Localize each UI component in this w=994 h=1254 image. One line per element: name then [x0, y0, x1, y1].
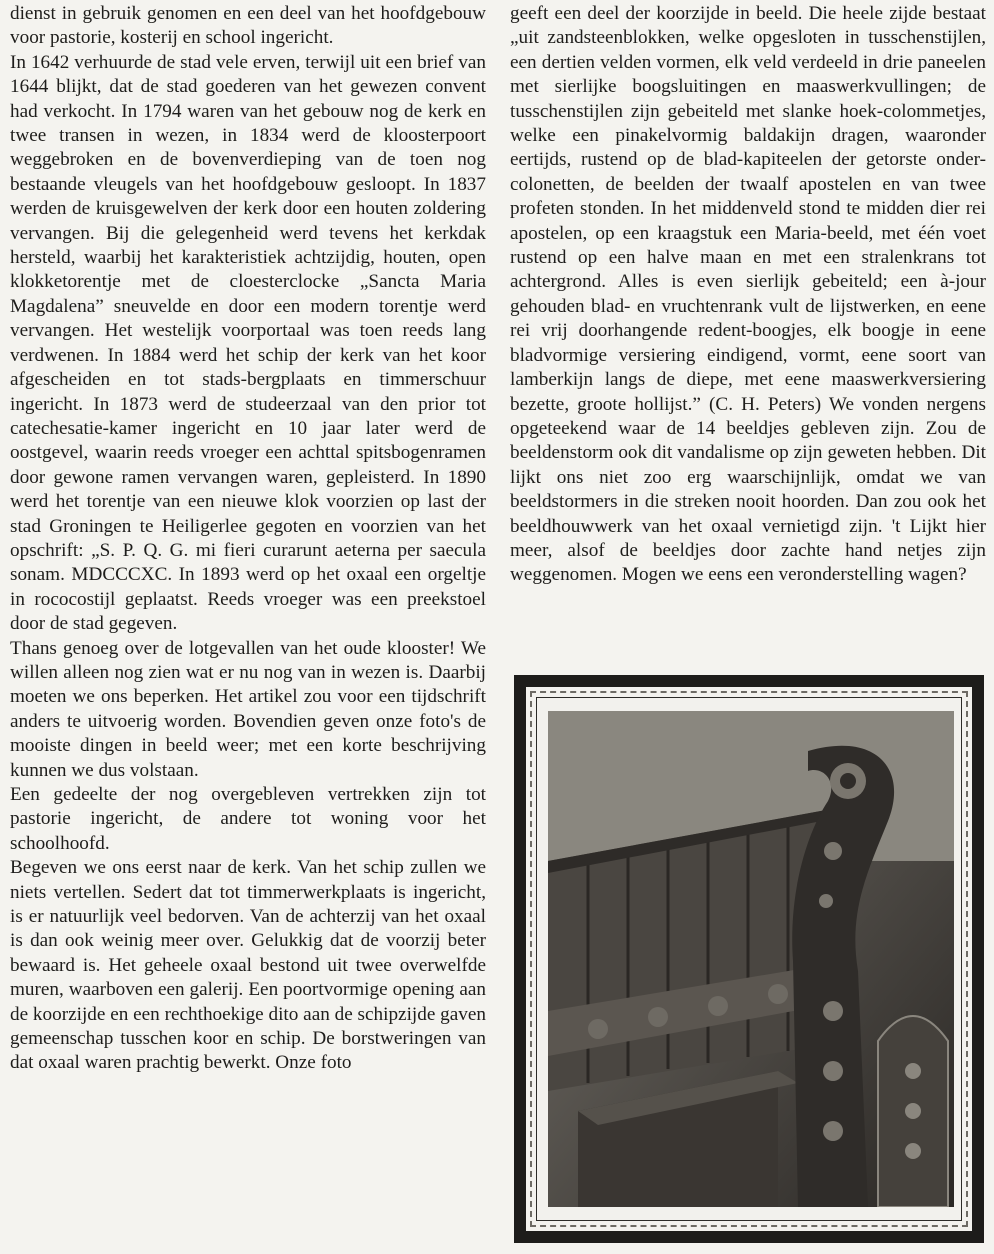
paragraph-left-2: In 1642 verhuurde de stad vele erven, terwijl uit een brief van 1644 blijkt, dat de stad goederen van het gewezen convent had verkocht. In 1794 waren van het gebouw nog de kerk en twee transen in wezen, in 1834 werd de kloosterpoort weggebroken en de bovenverdieping van de toen nog bestaande vleugels van het hoofdgebouw gesloopt. In 1837 werden de kruisgewelven der kerk door een houten zoldering vervangen. Bij die gelegenheid werd tevens het kerkdak hersteld, waarbij het karakteristiek achtzijdig, houten, open klokketorentje met de cloesterclocke „Sancta Maria Magdalena” sneuvelde en door een modern torentje werd vervangen. Het westelijk voorportaal was toen reeds lang verdwenen. In 1884 werd het schip der kerk van het koor afgescheiden en tot stads-bergplaats en timmerschuur ingericht. In 1873 werd de studeerzaal van den prior tot catechesatie-kamer ingericht en 10 jaar later werd de oostgevel, waarin reeds vroeger een achttal spitsbogenramen door gewone ramen vervangen waren, gepleisterd. In 1890 werd het torentje van een nieuwe klok voorzien op last der stad Groningen te Heiligerlee gegoten en voorzien van het opschrift: „S. P. Q. G. mi fieri curarunt aeterna per saecula sonam. MDCCCXC. In 1893 werd op het oxaal een orgeltje in rococostijl geplaatst. Reeds vroeger was een preekstoel door de stad gegeven.	[10, 51, 486, 635]
right-text-column	[510, 2, 986, 588]
paragraph-left-4: Een gedeelte der nog overgebleven vertrekken zijn tot pastorie ingericht, de andere tot woning voor het schoolhoofd.	[10, 784, 486, 854]
choir-stall-photograph	[548, 711, 954, 1207]
left-text-column	[10, 2, 486, 1076]
paragraph-left-1: dienst in gebruik genomen en een deel van het hoofdgebouw voor pastorie, kosterij en school ingericht.	[10, 3, 486, 49]
paragraph-right-1: geeft een deel der koorzijde in beeld. Die heele zijde bestaat „uit zandsteenblokken, welke opgesloten in tusschenstijlen, een dertien velden vormen, elk veld verdeeld in drie paneelen met sierlijke boogsluitingen en maaswerkvullingen; de tusschenstijlen zijn gebeiteld met slanke hoek-colommetjes, welke een pinakelvormig baldakijn dragen, waaronder eertijds, rustend op de blad-kapiteelen der getorste onder-colonetten, de beelden der twaalf apostelen en van twee profeten stonden. In het middenveld stond te midden dier rei apostelen, op een kraagstuk een Maria-beeld, met één voet rustend op een halve maan en met een stralenkrans tot achtergrond. Alles is even sierlijk gebeiteld; een à-jour gehouden blad- en vruchtenrank vult de lijstwerken, en eene rei vrij doorhangende redent-boogjes, elk boogje in eene bladvormige versiering eindigend, vormt, eene soort van lamberkijn langs de diepe, met eene maaswerkversiering bezette, groote hollijst.” (C. H. Peters) We vonden nergens opgeteekend waar de 14 beeldjes gebleven zijn. Zou de beeldenstorm ook dit vandalisme op zijn geweten hebben. Dit lijkt ons niet zoo erg waarschijnlijk, omdat we van beeldstormers in die streken nooit hoorden. Dan zou ook het beeldhouwwerk van het oxaal vernietigd zijn. 't Lijkt hier meer, alsof de beeldjes door zachte hand netjes zijn weggenomen. Mogen we eens een veronderstelling wagen?	[510, 3, 986, 586]
paragraph-left-3: Thans genoeg over de lotgevallen van het oude klooster! We willen alleen nog zien wat er nu nog van in wezen is. Daarbij moeten we ons beperken. Het artikel zou voor een tijdschrift anders te uitvoerig worden. Bovendien geven onze foto's de mooiste dingen in beeld weer; met een korte beschrijving kunnen we dus volstaan.	[10, 637, 486, 781]
paragraph-left-5: Begeven we ons eerst naar de kerk. Van het schip zullen we niets vertellen. Sedert dat tot timmerwerkplaats is ingericht, is er natuurlijk veel bedorven. Van de achterzij van het oxaal is dan ook weinig meer over. Gelukkig dat de voorzij beter bewaard is. Het geheele oxaal bestond uit twee overwelfde muren, waarboven een galerij. Een poortvormige opening aan de koorzijde en een rechthoekige dito aan de schipzijde gaven gemeenschap tusschen koor en schip. De borstweringen van dat oxaal waren prachtig bewerkt. Onze foto	[10, 857, 486, 1074]
